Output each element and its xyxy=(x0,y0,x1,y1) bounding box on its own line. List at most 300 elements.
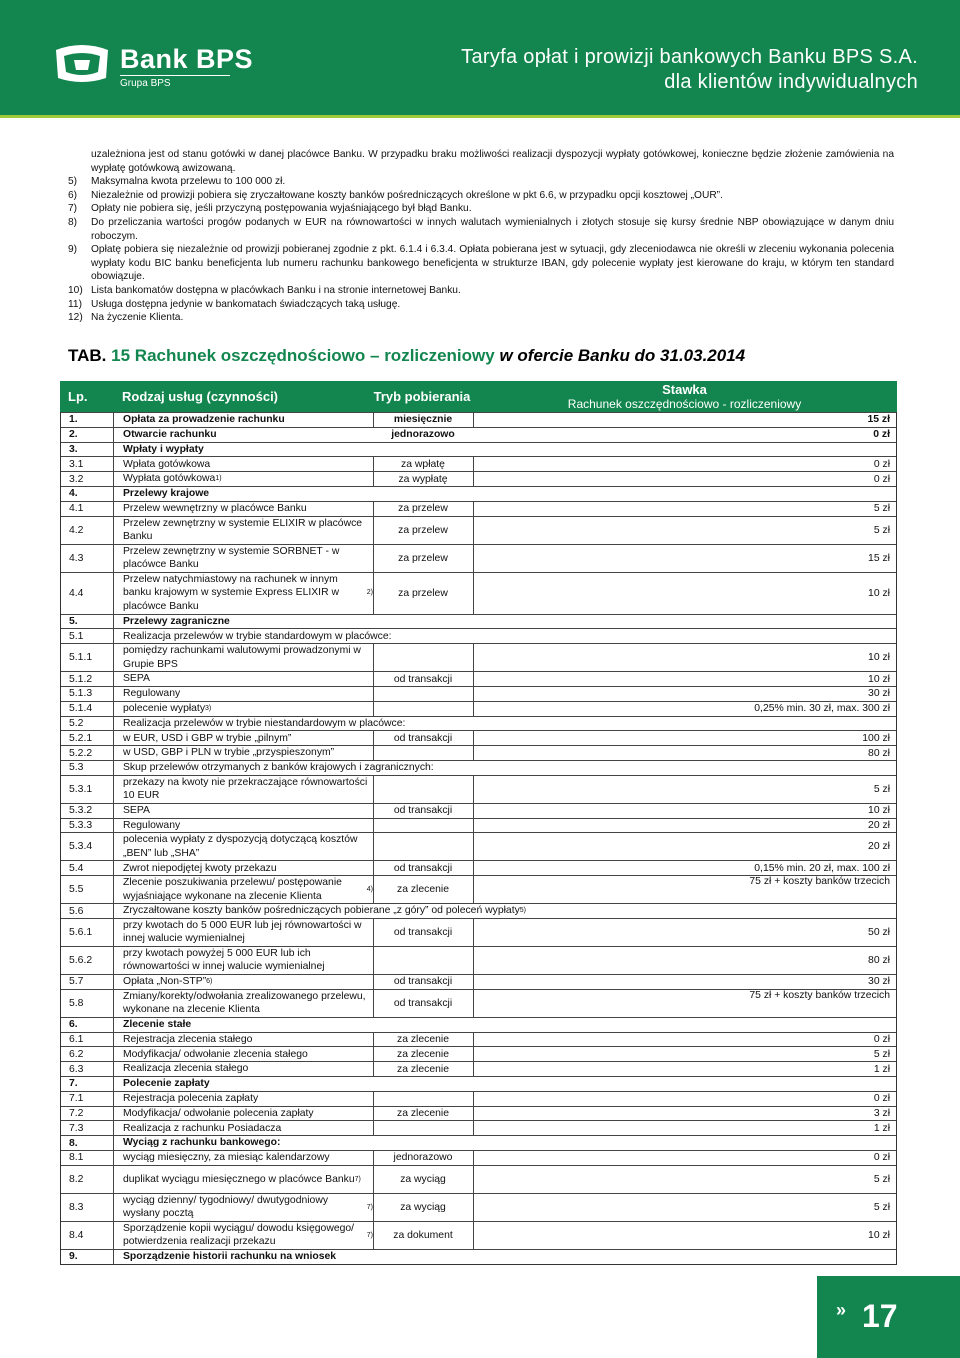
fee-rate: 0,25% min. 30 zł, max. 300 zł xyxy=(754,703,890,715)
chevron-icon: » xyxy=(836,1300,847,1320)
service-name-text: Regulowany xyxy=(123,688,181,700)
table-row xyxy=(61,875,896,903)
fee-mode xyxy=(373,1121,473,1135)
header-rate-sub: Rachunek oszczędnościowo - rozliczeniowy xyxy=(567,396,802,411)
row-number: 5.3.3 xyxy=(69,819,93,831)
fee-rate xyxy=(480,487,890,501)
footnote-ref: 6) xyxy=(206,978,213,986)
fee-mode xyxy=(373,776,473,803)
fee-rate: 0 zł xyxy=(873,458,890,470)
table-row xyxy=(61,501,896,516)
footnote xyxy=(68,148,894,175)
service-name xyxy=(123,1033,373,1047)
table-row xyxy=(61,730,896,745)
service-name xyxy=(123,947,373,974)
row-number: 5.1.3 xyxy=(69,688,93,700)
service-name xyxy=(123,1092,373,1106)
service-name xyxy=(123,1222,373,1249)
footnote-number: 8) xyxy=(68,216,78,228)
service-name xyxy=(123,517,373,544)
footnote-number: 5) xyxy=(68,176,78,188)
fee-rate: 5 zł xyxy=(873,524,890,536)
footnote-number: 9) xyxy=(68,244,78,256)
table-row xyxy=(61,1150,896,1165)
footnote-number: 11) xyxy=(68,298,82,310)
row-number: 1. xyxy=(69,414,78,426)
table-heading-number: 15 xyxy=(111,346,131,365)
service-name-text: Realizacja przelewów w trybie standardowym w placówce: xyxy=(123,630,392,642)
fee-mode xyxy=(373,1092,473,1106)
footnote-ref: 4) xyxy=(366,885,373,893)
row-number: 4. xyxy=(69,488,78,500)
service-name xyxy=(123,615,373,629)
service-name-text: SEPA xyxy=(123,804,150,816)
row-number: 3.2 xyxy=(69,473,84,485)
header-lp: Lp. xyxy=(68,389,88,404)
cell-divider xyxy=(473,1033,474,1047)
fee-mode: za zlecenie xyxy=(397,1033,449,1045)
cell-divider xyxy=(473,1062,474,1076)
fee-rate: 75 zł + koszty banków trzecich xyxy=(749,876,890,888)
service-name xyxy=(123,672,373,686)
service-name-text: Opłata „Non-STP” xyxy=(123,976,207,988)
fee-mode xyxy=(373,615,473,629)
row-number: 4.2 xyxy=(69,524,84,536)
header-service: Rodzaj usług (czynności) xyxy=(122,389,279,404)
fee-rate: 0 zł xyxy=(873,473,890,485)
table-row xyxy=(61,818,896,833)
service-name-text: pomiędzy rachunkami walutowymi prowadzonymi w Grupie BPS xyxy=(123,645,361,670)
fee-rate xyxy=(480,629,890,643)
service-name xyxy=(123,457,373,471)
fee-mode: jednorazowo xyxy=(393,1152,453,1164)
fee-rate xyxy=(480,615,890,629)
service-name-text: Realizacja przelewów w trybie niestandardowym w placówce: xyxy=(123,717,406,729)
service-name-text: przy kwotach powyżej 5 000 EUR lub ich równowartości w innej walucie wymienialnej xyxy=(123,948,325,973)
cell-divider xyxy=(473,472,474,486)
service-name-text: Przelew zewnętrzny w systemie SORBNET - w placówce Banku xyxy=(123,545,340,571)
fee-mode: za zlecenie xyxy=(397,1107,449,1119)
table-row xyxy=(61,686,896,701)
service-name xyxy=(123,1018,373,1032)
fee-mode xyxy=(373,644,473,671)
row-number: 7.2 xyxy=(69,1107,84,1119)
row-number: 8.4 xyxy=(69,1229,84,1241)
table-row xyxy=(61,471,896,486)
service-name xyxy=(123,472,373,486)
row-number: 5.4 xyxy=(69,862,84,874)
service-name-text: Rejestracja polecenia zapłaty xyxy=(123,1092,259,1104)
service-name xyxy=(123,1107,373,1121)
cell-divider xyxy=(473,731,474,745)
fee-mode: od transakcji xyxy=(393,805,453,817)
service-name xyxy=(123,833,373,860)
fee-rate: 5 zł xyxy=(873,1173,890,1185)
service-name xyxy=(123,687,373,701)
table-header xyxy=(60,381,897,412)
fee-mode: za dokument xyxy=(393,1229,453,1241)
fee-mode xyxy=(373,1077,473,1091)
service-name-text: Otwarcie rachunku xyxy=(123,428,217,440)
fee-rate: 5 zł xyxy=(873,783,890,795)
table-row xyxy=(61,412,896,427)
fee-rate: 20 zł xyxy=(868,841,890,853)
row-number: 5.1.4 xyxy=(69,703,93,715)
row-number: 5.1.1 xyxy=(69,652,93,664)
fee-rate: 5 zł xyxy=(873,503,890,515)
fee-mode xyxy=(373,746,473,760)
service-name-text: Przelew wewnętrzny w placówce Banku xyxy=(123,502,307,514)
table-row xyxy=(61,1165,896,1193)
fee-rate: 20 zł xyxy=(868,819,890,831)
fee-mode xyxy=(373,904,473,918)
service-name xyxy=(123,702,373,716)
row-number: 4.3 xyxy=(69,552,84,564)
row-number: 5.1.2 xyxy=(69,673,93,685)
fee-mode xyxy=(373,1018,473,1032)
service-name-text: Zlecenie poszukiwania przelewu/ postępowanie wyjaśniające wykonane na zlecenie Klienta xyxy=(123,877,342,902)
fee-mode: jednorazowo xyxy=(391,429,455,441)
row-number: 5.1 xyxy=(69,630,84,642)
fee-mode: od transakcji xyxy=(393,997,453,1009)
cell-divider xyxy=(473,672,474,686)
service-name xyxy=(123,1062,373,1076)
table-row xyxy=(61,1061,896,1076)
fee-mode: za zlecenie xyxy=(397,1048,449,1060)
row-number: 5.5 xyxy=(69,884,84,896)
footnote-number: 6) xyxy=(68,189,78,201)
service-name-text: polecenia wypłaty z dyspozycją dotyczącą kosztów „BEN” lub „SHA” xyxy=(123,834,358,859)
service-name xyxy=(123,443,373,457)
table-row xyxy=(61,918,896,946)
service-name-text: wyciąg dzienny/ tygodniowy/ dwutygodniowy wysłany pocztą xyxy=(123,1194,329,1220)
footnote xyxy=(68,175,894,189)
table-row xyxy=(61,860,896,875)
footnote-text: Na życzenie Klienta. xyxy=(91,312,184,324)
footnote-text: Do przeliczania wartości progów podanych w EUR na równowartości w innych walutach wymienialnych i złotych stosuje się kursy średnie NBP obowiązujące w danym dniu roboczym. xyxy=(91,216,894,242)
service-name xyxy=(123,1250,373,1264)
table-row xyxy=(61,832,896,860)
cell-divider xyxy=(473,1194,474,1221)
service-name xyxy=(123,1121,373,1135)
fee-mode xyxy=(373,629,473,643)
row-number: 7. xyxy=(69,1078,78,1090)
footnote-ref: 3) xyxy=(205,704,212,712)
footnote-text: Lista bankomatów dostępna w placówkach Banku i na stronie internetowej Banku. xyxy=(91,284,461,296)
row-number: 3. xyxy=(69,443,78,455)
fee-mode xyxy=(373,687,473,701)
table-body xyxy=(60,412,897,1265)
header-rate-label: Stawka xyxy=(662,381,707,397)
table-row xyxy=(61,1091,896,1106)
footnote-text: uzależniona jest od stanu gotówki w danej placówce Banku. W przypadku braku możliwości realizacji dyspozycji wypłaty gotówkowej, konieczne będzie złożenie zamówienia na wypłatę gotówkową awizowaną. xyxy=(91,149,894,174)
row-number: 8.1 xyxy=(69,1152,84,1164)
fee-mode xyxy=(373,1250,473,1264)
service-name xyxy=(123,1194,373,1221)
table-row xyxy=(61,903,896,918)
cell-divider xyxy=(473,1092,474,1106)
fee-rate: 15 zł xyxy=(868,552,890,564)
table-row xyxy=(61,643,896,671)
service-name-text: Wypłata gotówkowa xyxy=(123,473,216,485)
fee-rate xyxy=(480,1136,890,1150)
fee-rate: 30 zł xyxy=(868,688,890,700)
fee-rate xyxy=(480,717,890,731)
service-name-text: przy kwotach do 5 000 EUR lub jej równowartości w innej walucie wymienialnej xyxy=(123,920,362,945)
fee-mode: od transakcji xyxy=(393,862,453,874)
cell-divider xyxy=(473,502,474,516)
service-name-text: przekazy na kwoty nie przekraczające równowartości 10 EUR xyxy=(123,776,368,802)
fee-mode: za wyciąg xyxy=(400,1173,446,1185)
fee-rate: 50 zł xyxy=(868,926,890,938)
footnote xyxy=(68,243,894,284)
fee-mode: od transakcji xyxy=(393,732,453,744)
service-name-text: duplikat wyciągu miesięcznego w placówce Banku xyxy=(123,1173,355,1185)
fee-mode: za zlecenie xyxy=(397,884,449,896)
row-number: 5.2.1 xyxy=(69,732,93,744)
service-name-text: w USD, GBP i PLN w trybie „przyspieszonym” xyxy=(123,747,335,759)
service-name-text: Opłata za prowadzenie rachunku xyxy=(123,414,285,426)
footnote-text: Maksymalna kwota przelewu to 100 000 zł. xyxy=(91,176,286,188)
service-name-text: w EUR, USD i GBP w trybie „pilnym” xyxy=(123,732,292,744)
cell-divider xyxy=(473,573,474,614)
cell-divider xyxy=(473,644,474,671)
fee-mode xyxy=(373,443,473,457)
cell-divider xyxy=(473,746,474,760)
footnote-ref: 7) xyxy=(354,1175,361,1183)
footnote-ref: 7) xyxy=(366,1203,373,1211)
table-row xyxy=(61,1046,896,1061)
fee-rate: 75 zł + koszty banków trzecich xyxy=(749,989,890,1001)
service-name xyxy=(123,1136,373,1150)
header-accent-rule xyxy=(0,115,960,118)
service-name-text: Realizacja zlecenia stałego xyxy=(123,1063,249,1075)
table-row xyxy=(61,427,896,442)
footnote xyxy=(68,311,894,325)
row-number: 5.3.4 xyxy=(69,841,93,853)
cell-divider xyxy=(473,1151,474,1165)
cell-divider xyxy=(473,517,474,544)
service-name-text: polecenie wypłaty xyxy=(123,702,206,714)
service-name xyxy=(123,876,373,903)
table-heading xyxy=(68,346,745,366)
row-number: 5. xyxy=(69,615,78,627)
fee-mode xyxy=(373,702,473,716)
service-name-text: Sporządzenie historii rachunku na wniosek xyxy=(123,1250,337,1262)
cell-divider xyxy=(473,947,474,974)
row-number: 8. xyxy=(69,1137,78,1149)
service-name xyxy=(123,502,373,516)
row-number: 5.3.2 xyxy=(69,805,93,817)
table-row xyxy=(61,1249,896,1264)
fee-rate xyxy=(480,443,890,457)
table-row xyxy=(61,456,896,471)
service-name xyxy=(123,804,373,818)
fee-rate: 15 zł xyxy=(867,414,890,426)
table-row xyxy=(61,516,896,544)
table-row xyxy=(61,1120,896,1135)
brand-divider xyxy=(120,75,230,76)
cell-divider xyxy=(473,1166,474,1193)
row-number: 4.4 xyxy=(69,587,84,599)
row-number: 6.1 xyxy=(69,1033,84,1045)
table-heading-tail: w ofercie Banku do 31.03.2014 xyxy=(499,346,746,365)
row-number: 5.6.1 xyxy=(69,926,93,938)
fee-rate: 80 zł xyxy=(868,954,890,966)
fee-mode: za przelew xyxy=(398,503,448,515)
table-row xyxy=(61,572,896,614)
fee-mode: od transakcji xyxy=(393,976,453,988)
document-title-line2: dla klientów indywidualnych xyxy=(664,71,918,93)
table-row xyxy=(61,760,896,775)
table-row xyxy=(61,946,896,974)
table-row xyxy=(61,486,896,501)
page-number: 17 xyxy=(862,1298,898,1334)
fee-rate xyxy=(480,1077,890,1091)
service-name xyxy=(123,919,373,946)
service-name xyxy=(123,487,373,501)
fee-mode: za zlecenie xyxy=(397,1063,449,1075)
footnote-text: Usługa dostępna jedynie w bankomatach świadczących taką usługę. xyxy=(91,298,401,310)
row-number: 7.1 xyxy=(69,1093,84,1105)
row-number: 4.1 xyxy=(69,503,84,515)
table-row xyxy=(61,1076,896,1091)
fee-rate: 0 zł xyxy=(873,1093,890,1105)
table-row xyxy=(61,1106,896,1121)
fee-rate: 5 zł xyxy=(873,1201,890,1213)
service-name-text: Zlecenie stałe xyxy=(123,1018,192,1030)
table-row xyxy=(61,803,896,818)
cell-divider xyxy=(473,1107,474,1121)
footnote xyxy=(68,216,894,243)
service-name xyxy=(123,861,373,875)
footnote-text: Opłatę pobiera się niezależnie od prowizji pobieranej zgodnie z pkt. 6.1.4 i 6.3.4. Opłata pobierana jest w sytuacji, gdy zleceniodawca nie określi w zleceniu wykonania polecenia wypłaty kodu BIC banku beneficjenta lub numeru rachunku bankowego beneficjenta w strukturze IBAN, gdy polecenie wypłaty jest kierowane do kraju, w którym ten standard obowiązuje. xyxy=(91,244,894,283)
service-name-text: wyciąg miesięczny, za miesiąc kalendarzowy xyxy=(123,1152,330,1164)
fee-mode: od transakcji xyxy=(393,926,453,938)
footnote xyxy=(68,189,894,203)
table-row xyxy=(61,775,896,803)
fee-mode xyxy=(373,761,473,775)
service-name-text: Przelewy zagraniczne xyxy=(123,615,230,627)
fee-mode xyxy=(373,947,473,974)
service-name-text: Wpłata gotówkowa xyxy=(123,458,211,470)
cell-divider xyxy=(473,990,474,1017)
table-row xyxy=(61,614,896,629)
table-heading-title: Rachunek oszczędnościowo – rozliczeniowy xyxy=(134,346,495,365)
service-name xyxy=(123,776,373,803)
service-name xyxy=(123,975,373,989)
document-title xyxy=(461,45,918,95)
table-row xyxy=(61,701,896,716)
fee-rate: 0 zł xyxy=(873,429,890,441)
service-name xyxy=(123,1047,373,1061)
table-row xyxy=(61,989,896,1017)
fee-rate xyxy=(480,1018,890,1032)
fee-rate: 10 zł xyxy=(868,805,890,817)
cell-divider xyxy=(473,819,474,833)
row-number: 5.2 xyxy=(69,717,84,729)
footnote-number: 10) xyxy=(68,284,83,296)
fee-rate: 10 zł xyxy=(868,587,890,599)
fee-mode: za wyciąg xyxy=(400,1201,446,1213)
table-row xyxy=(61,974,896,989)
cell-divider xyxy=(473,804,474,818)
row-number: 6. xyxy=(69,1019,78,1031)
footnote xyxy=(68,298,894,312)
fee-rate xyxy=(480,1250,890,1264)
row-number: 5.2.2 xyxy=(69,747,93,759)
table-row xyxy=(61,671,896,686)
row-number: 7.3 xyxy=(69,1122,84,1134)
fee-rate: 1 zł xyxy=(873,1063,890,1075)
fee-rate: 3 zł xyxy=(873,1107,890,1119)
service-name-text: Modyfikacja/ odwołanie polecenia zapłaty xyxy=(123,1107,314,1119)
service-name xyxy=(123,545,373,572)
table-row xyxy=(61,745,896,760)
service-name-text: Rejestracja zlecenia stałego xyxy=(123,1033,253,1045)
service-name-text: Wyciąg z rachunku bankowego: xyxy=(123,1137,281,1149)
footnote xyxy=(68,284,894,298)
service-name-text: Zmiany/korekty/odwołania zrealizowanego przelewu, wykonane na zlecenie Klienta xyxy=(123,990,366,1016)
service-name-text: Zwrot niepodjętej kwoty przekazu xyxy=(123,862,277,874)
service-name xyxy=(123,819,373,833)
fee-mode xyxy=(373,717,473,731)
fee-mode: za przelew xyxy=(398,587,448,599)
table-row xyxy=(61,1193,896,1221)
service-name-text: Realizacja z rachunku Posiadacza xyxy=(123,1122,282,1134)
table-heading-label: TAB. xyxy=(68,346,107,365)
cell-divider xyxy=(473,919,474,946)
service-name xyxy=(123,990,373,1017)
row-number: 2. xyxy=(69,429,78,441)
cell-divider xyxy=(473,687,474,701)
service-name-text: Przelew zewnętrzny w systemie ELIXIR w placówce Banku xyxy=(123,517,363,543)
fee-mode xyxy=(373,819,473,833)
fee-rate: 30 zł xyxy=(868,976,890,988)
service-name-text: Sporządzenie kopii wyciągu/ dowodu księgowego/ potwierdzenia realizacji przekazu xyxy=(123,1222,355,1248)
row-number: 5.3 xyxy=(69,762,84,774)
footnote-text: Niezależnie od prowizji pobiera się zryczałtowane koszty banków pośredniczących określone w pkt 6.6, w przypadku opcji kosztowej „OUR”. xyxy=(91,189,723,201)
table-row xyxy=(61,1017,896,1032)
footnote xyxy=(68,202,894,216)
service-name-text: Przelewy krajowe xyxy=(123,488,210,500)
service-name xyxy=(123,746,373,760)
service-name-text: Regulowany xyxy=(123,819,181,831)
fee-rate: 5 zł xyxy=(873,1048,890,1060)
service-name-text: Wpłaty i wypłaty xyxy=(123,443,204,455)
footnote-ref: 5) xyxy=(519,907,527,915)
fee-mode: za wpłatę xyxy=(401,458,445,470)
table-row xyxy=(61,1135,896,1150)
cell-divider xyxy=(473,975,474,989)
row-number: 8.3 xyxy=(69,1201,84,1213)
fee-rate: 10 zł xyxy=(868,673,890,685)
fee-mode xyxy=(373,833,473,860)
table-row xyxy=(61,544,896,572)
brand-name: Bank BPS xyxy=(120,44,254,74)
service-name-text: Polecenie zapłaty xyxy=(123,1078,210,1090)
cell-divider xyxy=(473,1121,474,1135)
row-number: 8.2 xyxy=(69,1173,84,1185)
service-name-text: Skup przelewów otrzymanych z banków krajowych i zagranicznych: xyxy=(123,762,434,774)
cell-divider xyxy=(473,1222,474,1249)
fee-rate: 0,15% min. 20 zł, max. 100 zł xyxy=(754,862,890,874)
fee-rate: 100 zł xyxy=(862,732,890,744)
service-name-text: Przelew natychmiastowy na rachunek w innym banku krajowym w systemie Express ELIXIR w placówce Banku xyxy=(123,573,339,612)
cell-divider xyxy=(473,1047,474,1061)
footnote-number: 12) xyxy=(68,312,83,324)
cell-divider xyxy=(473,833,474,860)
